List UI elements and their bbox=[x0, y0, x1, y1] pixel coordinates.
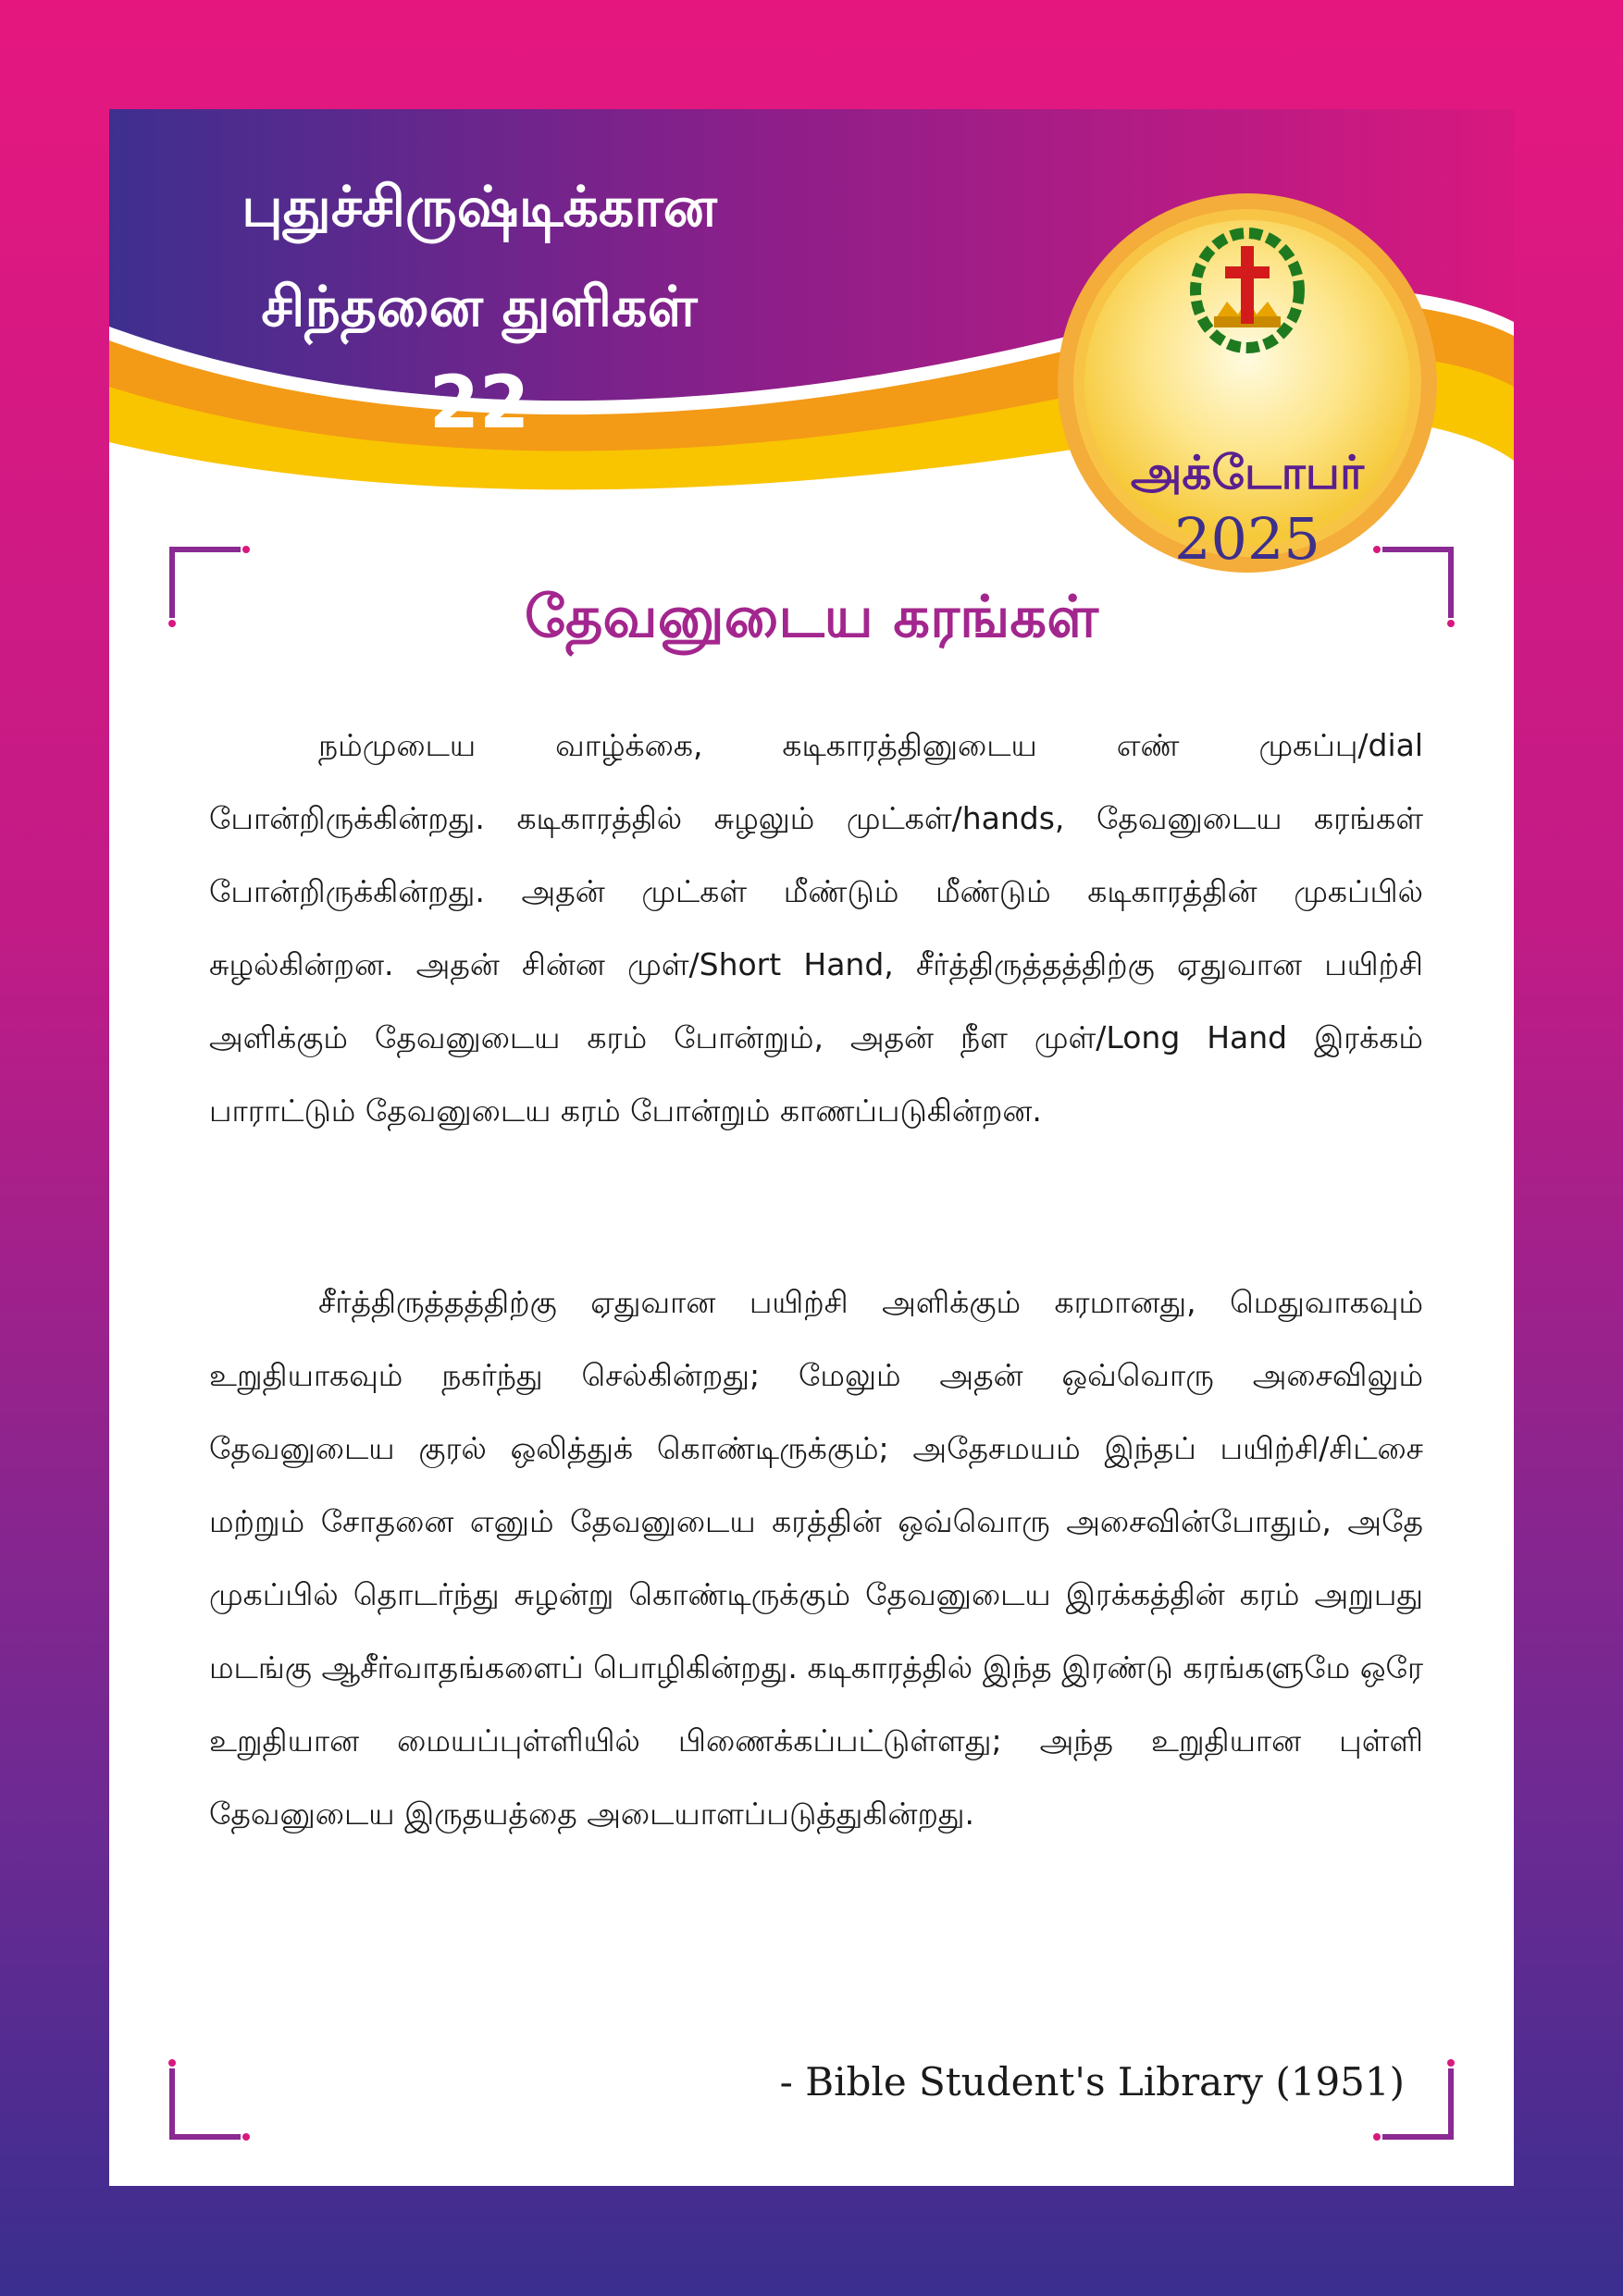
page-card bbox=[109, 109, 1514, 2186]
header-title bbox=[146, 157, 812, 450]
date-badge bbox=[1053, 189, 1442, 577]
badge-year: 2025 bbox=[1174, 505, 1320, 573]
issue-number: 22 bbox=[428, 362, 530, 445]
article-paragraph-1: நம்முடைய வாழ்க்கை, கடிகாரத்தினுடைய எண் முகப்பு/dial போன்றிருக்கின்றது. கடிகாரத்தில் சுழலும் முட்கள்/hands, தேவனுடைய கரங்கள் போன்றிருக்கின்றது. அதன் முட்கள் மீண்டும் மீண்டும் கடிகாரத்தின் முகப்பில் சுழல்கின்றன. அதன் சின்ன முள்/Short Hand, சீர்த்திருத்தத்திற்கு ஏதுவான பயிற்சி அளிக்கும் தேவனுடைய கரம் போன்றும், அதன் நீள முள்/Long Hand இரக்கம் பாராட்டும் தேவனுடைய கரம் போன்றும் காணப்படுகின்றன. bbox=[209, 727, 1423, 1129]
article-title: தேவனுடைய கரங்கள் bbox=[524, 583, 1099, 650]
badge-month: அக்டோபர் bbox=[1130, 446, 1365, 500]
corner-bracket-bottom-left bbox=[167, 2059, 250, 2142]
header-title-line2: சிந்தனை துளிகள் bbox=[261, 275, 698, 339]
source-citation: - Bible Student's Library (1951) bbox=[779, 2059, 1405, 2105]
header-title-line1: புதுச்சிருஷ்டிக்கான bbox=[242, 175, 717, 240]
article-paragraph-2: சீர்த்திருத்தத்திற்கு ஏதுவான பயிற்சி அளிக்கும் கரமானது, மெதுவாகவும் உறுதியாகவும் நகர்ந்து செல்கின்றது; மேலும் அதன் ஒவ்வொரு அசைவிலும் தேவனுடைய குரல் ஒலித்துக் கொண்டிருக்கும்; அதேசமயம் இந்தப் பயிற்சி/சிட்சை மற்றும் சோதனை எனும் தேவனுடைய கரத்தின் ஒவ்வொரு அசைவின்போதும், அதே முகப்பில் தொடர்ந்து சுழன்று கொண்டிருக்கும் தேவனுடைய இரக்கத்தின் கரம் அறுபது மடங்கு ஆசீர்வாதங்களைப் பொழிகின்றது. கடிகாரத்தில் இந்த இரண்டு கரங்களுமே ஒரே உறுதியான மையப்புள்ளியில் பிணைக்கப்பட்டுள்ளது; அந்த உறுதியான புள்ளி தேவனுடைய இருதயத்தை அடையாளப்படுத்துகின்றது. bbox=[209, 1284, 1423, 1832]
